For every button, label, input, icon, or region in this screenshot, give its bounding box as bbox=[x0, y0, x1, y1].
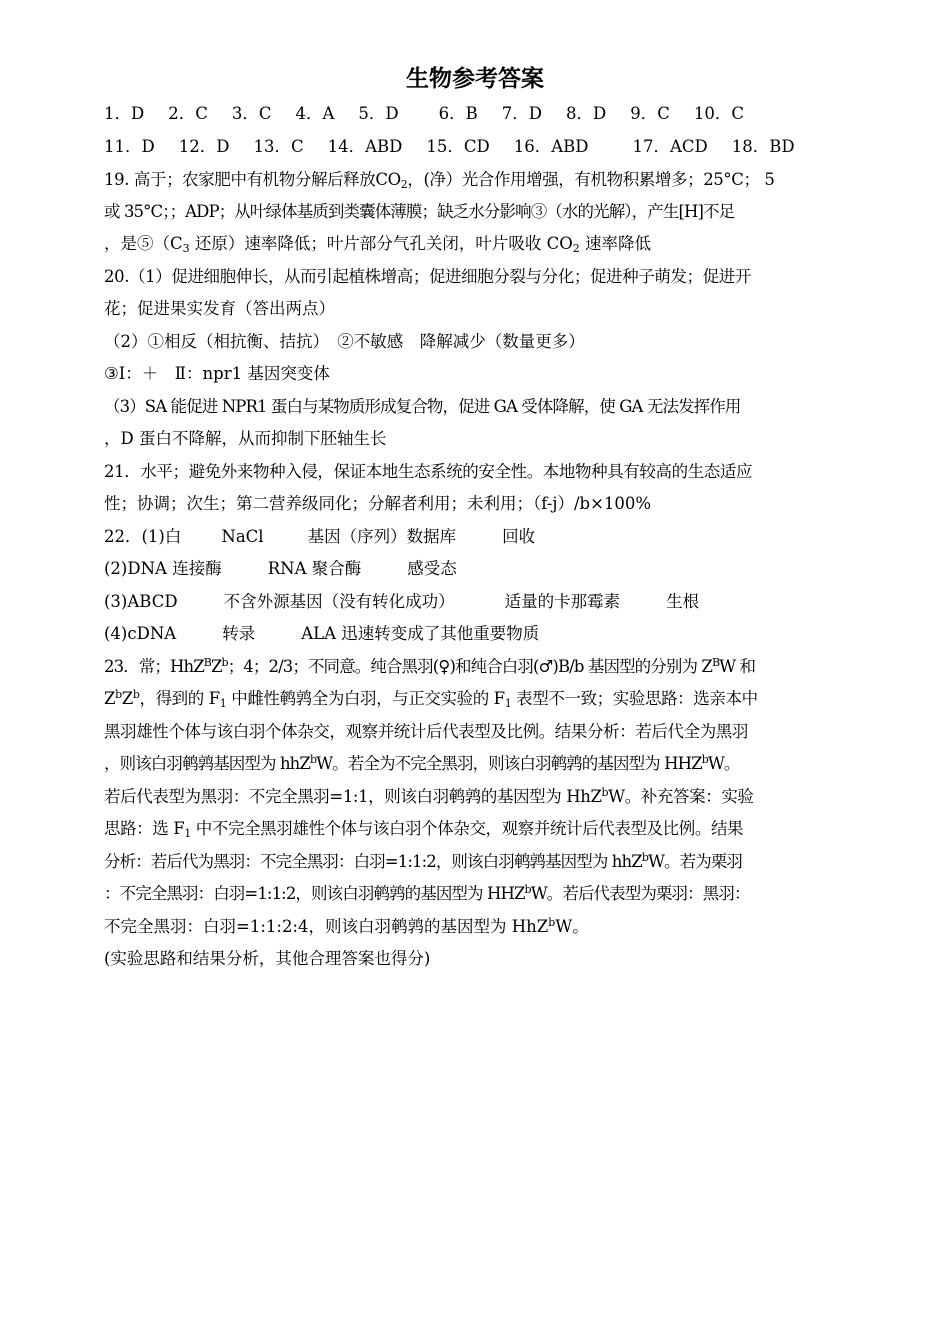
mc-answer: 8．D bbox=[566, 104, 607, 123]
mc-answer: 18．BD bbox=[731, 137, 795, 156]
q19-line-2: 或 35°C；；ADP；从叶绿体基质到类囊体薄膜；缺乏水分影响③（水的光解），产生[H]不足 bbox=[104, 202, 735, 221]
mc-answer: 11．D bbox=[104, 137, 155, 156]
mc-answer: 7．D bbox=[501, 104, 542, 123]
mc-answer: 5．D bbox=[358, 104, 399, 123]
q21-line-1: 21．水平；避免外来物种入侵，保证本地生态系统的安全性。本地物种具有较高的生态适应 bbox=[104, 462, 753, 481]
q23-line-3: 黑羽雄性个体与该白羽个体杂交，观察并统计后代表型及比例。结果分析：若后代全为黑羽 bbox=[104, 722, 749, 741]
mc-answers-row-2 bbox=[104, 131, 846, 163]
q20-line-5: （3）SA 能促进 NPR1 蛋白与某物质形成复合物，促进 GA 受体降解，使 GA 无法发挥作用 bbox=[104, 397, 741, 416]
q23-line-9: 不完全黑羽：白羽=1:1:2:4，则该白羽鹌鹑的基因型为 HhZ$^b$W。 bbox=[104, 916, 589, 936]
page-title: 生物参考答案 bbox=[406, 66, 544, 92]
mc-answer: 4．A bbox=[295, 104, 335, 123]
q20-line-1: 20.（1）促进细胞伸长，从而引起植株增高；促进细胞分裂与分化；促进种子萌发；促进开 bbox=[104, 267, 751, 286]
mc-answer: 17．ACD bbox=[632, 137, 708, 156]
q20-line-3: （2）①相反（相抗衡、拮抗） ②不敏感 降解减少（数量更多） bbox=[104, 332, 585, 351]
q19-line-3: ，是$⑤(C_3$ 还原）速率降低；叶片部分气孔关闭，叶片吸收 $CO_2$ 速率降低 bbox=[104, 234, 652, 255]
mc-answer: 1．D bbox=[104, 104, 145, 123]
q23-line-4: ，则该白羽鹌鹑基因型为 hhZ$^b$W。若全为不完全黑羽，则该白羽鹌鹑的基因型为 HHZ$^b$W。 bbox=[104, 753, 740, 773]
mc-answer: 6．B bbox=[438, 104, 478, 123]
mc-answer: 2．C bbox=[168, 104, 208, 123]
q20-line-6: ，D 蛋白不降解，从而抑制下胚轴生长 bbox=[104, 429, 387, 448]
q22-line-2: (2)DNA 连接酶 RNA 聚合酶 感受态 bbox=[104, 559, 457, 578]
mc-answer: 14．ABD bbox=[327, 137, 403, 156]
mc-answer: 15．CD bbox=[426, 137, 490, 156]
q23-line-2: $Z^bZ^b$，得到的 $F_1$ 中雌性鹌鹑全为白羽，与正交实验的 $F_1$ 表型不一致；实验思路：选亲本中 bbox=[104, 688, 758, 710]
q23-line-5: 若后代表型为黑羽：不完全黑羽=1:1，则该白羽鹌鹑的基因型为 HhZ$^b$W。补充答案：实验 bbox=[104, 786, 754, 806]
mc-answers-row-1 bbox=[104, 98, 846, 130]
mc-answer: 16．ABD bbox=[513, 137, 589, 156]
q22-line-3: (3)ABCD 不含外源基因（没有转化成功） 适量的卡那霉素 生根 bbox=[104, 592, 700, 611]
q22-line-1: 22．(1)白 NaCl 基因（序列）数据库 回收 bbox=[104, 527, 536, 546]
q20-line-4: ③I：＋ Ⅱ：npr1 基因突变体 bbox=[104, 364, 330, 383]
q23-line-6: 思路：选 $F_1$ 中不完全黑羽雄性个体与该白羽个体杂交，观察并统计后代表型及比例。结果 bbox=[104, 819, 744, 840]
q20-line-2: 花；促进果实发育（答出两点） bbox=[104, 299, 335, 318]
mc-answer: 3．C bbox=[231, 104, 272, 123]
q23-line-7: 分析：若后代为黑羽：不完全黑羽：白羽=1:1:2，则该白羽鹌鹑基因型为 hhZ$^b$W。若为栗羽 bbox=[104, 851, 743, 871]
mc-answer: 12．D bbox=[178, 137, 230, 156]
mc-answer: 13．C bbox=[253, 137, 304, 156]
q19-line-1: 19. 高于；农家肥中有机物分解后释放$CO_2$，(净）光合作用增强，有机物积累增多；25°C； 5 bbox=[104, 170, 775, 191]
mc-answer: 10．C bbox=[693, 104, 744, 123]
q23-note: (实验思路和结果分析，其他合理答案也得分) bbox=[104, 949, 431, 968]
q23-line-8: ：不完全黑羽：白羽=1:1:2，则该白羽鹌鹑的基因型为 HHZ$^b$W。若后代表型为栗羽：黑羽： bbox=[104, 883, 750, 903]
q22-line-4: (4)cDNA 转录 ALA 迅速转变成了其他重要物质 bbox=[104, 624, 540, 643]
q23-line-1: 23．常；$HhZ^BZ^b$；4；2/3；不同意。纯合黑羽(♀)和纯合白羽(♂)B/b 基因型的分别为 $Z^BW$ 和 bbox=[104, 656, 756, 676]
q21-line-2: 性；协调；次生；第二营养级同化；分解者利用；未利用；（f-j）/b×100% bbox=[104, 494, 652, 513]
mc-answer: 9．C bbox=[630, 104, 670, 123]
